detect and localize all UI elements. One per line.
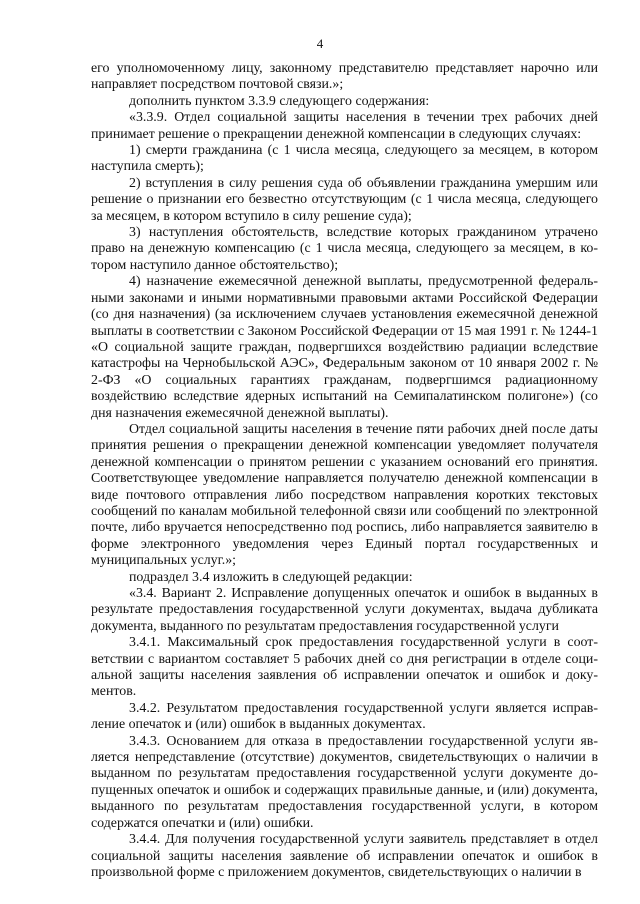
document-body — [91, 61, 598, 881]
paragraph: «3.3.9. Отдел социальной защиты населения в течении трех рабочих дней принимает решение о прекращении денежной компенсации в следующих случаях: — [91, 110, 598, 142]
paragraph: 3.4.4. Для получения государственной услуги заявитель представляет в отдел социальной защиты населения заявление об исправлении опечаток и ошибок в произвольной форме с приложением документов, свидетельствующих о наличии в — [91, 832, 598, 880]
paragraph: его уполномоченному лицу, законному представителю представляет нарочно или направляет посредством почтовой связи.»; — [91, 61, 598, 93]
paragraph: подраздел 3.4 изложить в следующей редакции: — [129, 569, 413, 585]
paragraph: 3.4.2. Результатом предоставления государственной услуги является исправление опечаток и (или) ошибок в выданных документах. — [91, 700, 598, 733]
paragraph: 4) назначение ежемесячной денежной выплаты, предусмотренной федеральными законами и иными нормативными правовыми актами Российской Федерации (со дня назначения) (за исключением случаев установления ежемесячной денежной выплаты в соответствии с Законом Российской Федерации от 15 мая 1991 г. № 1244-1 «О социальной защите граждан, подвергшихся воздействию радиации вследствие катастрофы на Чернобыльской АЭС», Федеральным законом от 10 января 2002 г. № 2-ФЗ «О социальных гарантиях гражданам, подвергшимся радиационному воздействию вследствие ядерных испытаний на Семипалатинском полигоне») (со дня назначения ежемесячной денежной выплаты). — [91, 274, 598, 421]
paragraph: 3.4.1. Максимальный срок предоставления государственной услуги в соответствии с вариантом составляет 5 рабочих дней со дня регистрации в отделе социальной защиты населения заявления об исправлении опечаток и ошибок и документов. — [91, 635, 598, 700]
paragraph: 3.4.3. Основанием для отказа в предоставлении государственной услуги является непредставление (отсутствие) документов, свидетельствующих о наличии в выданном по результатам предоставления государственной услуги документе допущенных опечаток и ошибок и содержащих правильные данные, и (или) документа, выданного по результатам предоставления государственной услуги, в котором содержатся опечатки и (или) ошибки. — [91, 733, 598, 831]
paragraph: 3) наступления обстоятельств, вследствие которых гражданином утрачено право на денежную компенсацию (с 1 числа месяца, следующего за месяцем, в котором наступило данное обстоятельство); — [91, 225, 598, 273]
page-number: 4 — [316, 36, 324, 51]
paragraph: дополнить пунктом 3.3.9 следующего содержания: — [129, 93, 430, 109]
paragraph: 1) смерти гражданина (с 1 числа месяца, следующего за месяцем, в котором наступила смерть); — [91, 143, 598, 175]
paragraph: Отдел социальной защиты населения в течение пяти рабочих дней после даты принятия решения о прекращении денежной компенсации уведомляет получателя денежной компенсации о принятом решении с указанием оснований его принятия. Соответствующее уведомление направляется получателю денежной компенсации в виде почтового отправления либо посредством направления коротких текстовых сообщений по каналам мобильной телефонной связи или сообщений по электронной почте, либо вручается непосредственно под роспись, либо направляется заявителю в форме электронного уведомления через Единый портал государственных и муниципальных услуг.»; — [91, 421, 598, 569]
paragraph: «3.4. Вариант 2. Исправление допущенных опечаток и ошибок в выданных в результате предоставления государственной услуги документах, выдача дубликата документа, выданного по результатам предоставления государственной услуги — [91, 586, 598, 634]
paragraph: 2) вступления в силу решения суда об объявлении гражданина умершим или решение о признании его безвестно отсутствующим (с 1 числа месяца, следующего за месяцем, в котором вступило в силу решение суда); — [91, 175, 598, 224]
